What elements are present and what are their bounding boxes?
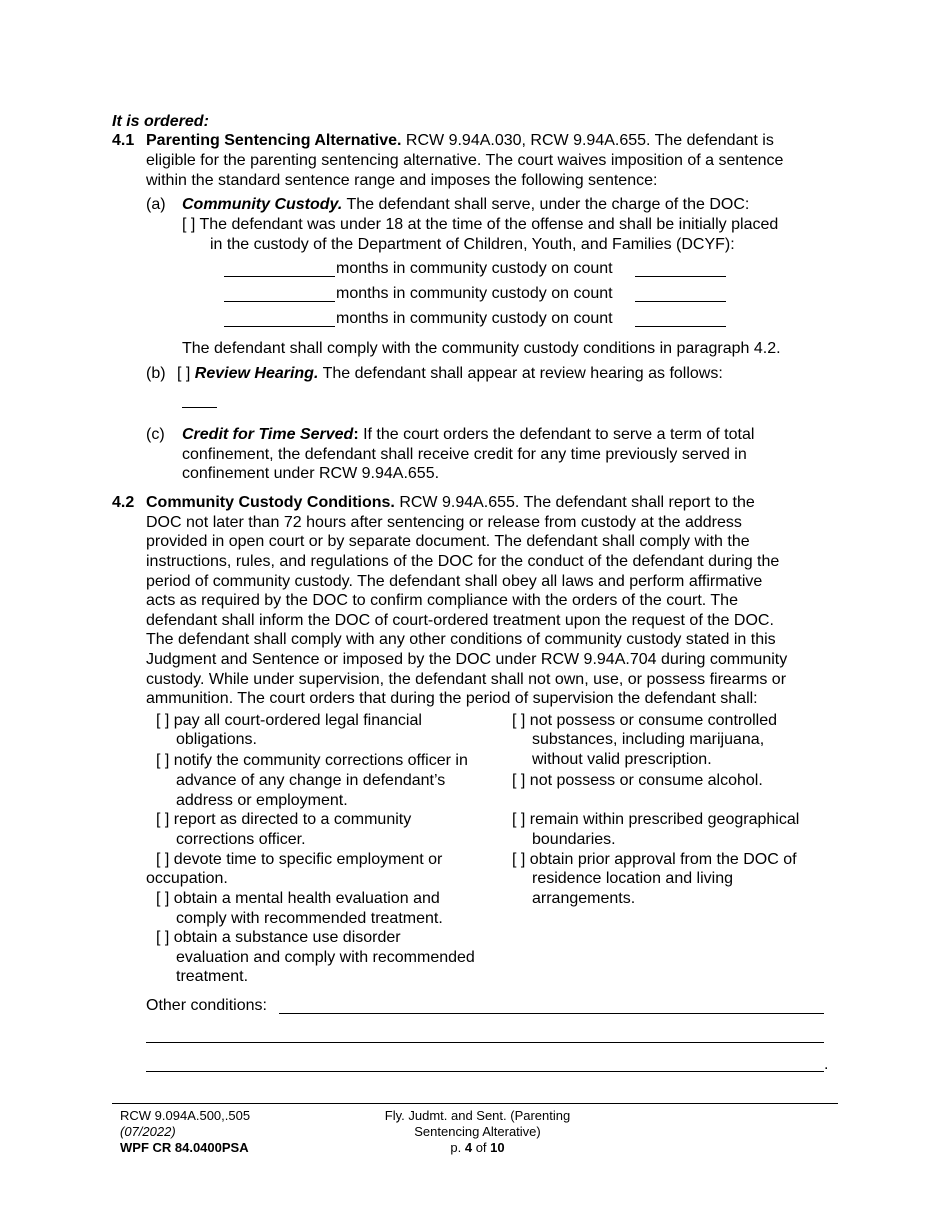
condition-checkbox[interactable]: [ ] [156, 712, 170, 729]
condition-text: comply with recommended treatment. [176, 910, 443, 927]
section-4-2-line-2: DOC not later than 72 hours after sentencing or release from custody at the address [146, 514, 742, 531]
condition-text: occupation. [146, 870, 228, 887]
section-4-1-line-3: within the standard sentence range and imposes the following sentence: [146, 172, 658, 189]
condition-text: arrangements. [532, 890, 636, 907]
condition-controlled-substances: [ ] not possess or consume controlled [512, 712, 778, 729]
dcyf-checkbox[interactable]: [ ] [182, 216, 196, 233]
condition-residence-approval: [ ] obtain prior approval from the DOC of [512, 851, 797, 868]
condition-text: evaluation and comply with recommended [176, 949, 475, 966]
count-blank-2[interactable] [635, 301, 726, 302]
condition-checkbox[interactable]: [ ] [156, 752, 170, 769]
condition-checkbox[interactable]: [ ] [156, 890, 170, 907]
condition-report-officer: [ ] report as directed to a community [156, 811, 412, 828]
months-blank-2[interactable] [224, 301, 335, 302]
item-c-line-1: Credit for Time Served: If the court orders the defendant to serve a term of total [182, 426, 755, 443]
condition-substance-use: [ ] obtain a substance use disorder [156, 929, 401, 946]
condition-checkbox[interactable]: [ ] [512, 712, 526, 729]
review-hearing-blank[interactable] [182, 407, 217, 408]
condition-checkbox[interactable]: [ ] [512, 772, 526, 789]
footer-rcw: RCW 9.094A.500,.505 [120, 1108, 251, 1123]
item-b-line: [ ] Review Hearing. The defendant shall appear at review hearing as follows: [177, 365, 723, 382]
condition-legal-financial: [ ] pay all court-ordered legal financial [156, 712, 422, 729]
condition-text: residence location and living [532, 870, 734, 887]
condition-geographical: [ ] remain within prescribed geographical [512, 811, 800, 828]
section-4-2-number: 4.2 [112, 494, 135, 511]
condition-text: advance of any change in defendant’s [176, 772, 446, 789]
condition-text: substances, including marijuana, [532, 731, 765, 748]
condition-text: corrections officer. [176, 831, 306, 848]
item-a-label: (a) [146, 196, 166, 213]
dcyf-line-2: in the custody of the Department of Children, Youth, and Families (DCYF): [210, 236, 735, 253]
section-4-2-line-6: acts as required by the DOC to confirm compliance with the orders of the court. The [146, 592, 738, 609]
section-4-2-line-7: defendant shall inform the DOC of court-ordered treatment upon the request of the DOC. [146, 612, 774, 629]
section-4-2-line-8: The defendant shall comply with any other conditions of community custody stated in this [146, 631, 776, 648]
other-conditions-line-1[interactable] [279, 1013, 824, 1014]
credit-time-served-title: Credit for Time Served [182, 426, 354, 443]
condition-checkbox[interactable]: [ ] [156, 811, 170, 828]
other-conditions-label: Other conditions: [146, 997, 267, 1014]
footer-title-1: Fly. Judmt. and Sent. (Parenting [384, 1108, 571, 1123]
item-c-line-3: confinement under RCW 9.94A.655. [182, 465, 440, 482]
condition-checkbox[interactable]: [ ] [156, 851, 170, 868]
section-4-2-line-9: Judgment and Sentence or imposed by the DOC under RCW 9.94A.704 during community [146, 651, 788, 668]
item-c-line-2: confinement, the defendant shall receive credit for any time previously served in [182, 446, 747, 463]
footer-date: (07/2022) [120, 1124, 176, 1139]
footer-page-number: p. 4 of 10 [450, 1140, 505, 1155]
count-blank-3[interactable] [635, 326, 726, 327]
section-4-1-line-1: Parenting Sentencing Alternative. RCW 9.94A.030, RCW 9.94A.655. The defendant is [146, 132, 774, 149]
section-4-1-line-2: eligible for the parenting sentencing alternative. The court waives imposition of a sentence [146, 152, 784, 169]
dcyf-checkbox-line: [ ] The defendant was under 18 at the time of the offense and shall be initially placed [182, 216, 779, 233]
section-4-1-number: 4.1 [112, 132, 135, 149]
condition-checkbox[interactable]: [ ] [156, 929, 170, 946]
review-hearing-title: Review Hearing. [194, 365, 319, 382]
section-4-2-line-4: instructions, rules, and regulations of the DOC for the conduct of the defendant during the [146, 553, 780, 570]
section-4-2-title: Community Custody Conditions. [146, 494, 395, 511]
condition-text: address or employment. [176, 792, 348, 809]
community-custody-title: Community Custody. [182, 196, 343, 213]
ordered-heading: It is ordered: [112, 113, 209, 130]
condition-checkbox[interactable]: [ ] [512, 851, 526, 868]
other-conditions-line-3[interactable] [146, 1071, 824, 1072]
condition-text: without valid prescription. [532, 751, 712, 768]
section-4-2-line-10: custody. While under supervision, the defendant shall not own, use, or possess firearms or [146, 671, 787, 688]
count-blank-1[interactable] [635, 276, 726, 277]
condition-alcohol: [ ] not possess or consume alcohol. [512, 772, 763, 789]
footer-divider [112, 1103, 838, 1104]
other-conditions-period: . [824, 1056, 829, 1073]
footer-title-2: Sentencing Alterative) [414, 1124, 541, 1139]
months-blank-1[interactable] [224, 276, 335, 277]
months-blank-3[interactable] [224, 326, 335, 327]
item-a-line: Community Custody. The defendant shall serve, under the charge of the DOC: [182, 196, 750, 213]
custody-row-2-label: months in community custody on count [336, 285, 613, 302]
custody-row-3-label: months in community custody on count [336, 310, 613, 327]
condition-mental-health: [ ] obtain a mental health evaluation and [156, 890, 440, 907]
condition-text: obligations. [176, 731, 257, 748]
section-4-2-line-5: period of community custody. The defendant shall obey all laws and perform affirmative [146, 573, 763, 590]
other-conditions-line-2[interactable] [146, 1042, 824, 1043]
item-c-label: (c) [146, 426, 165, 443]
comply-line: The defendant shall comply with the community custody conditions in paragraph 4.2. [182, 340, 781, 357]
condition-text: boundaries. [532, 831, 616, 848]
section-4-1-title: Parenting Sentencing Alternative. [146, 132, 402, 149]
condition-checkbox[interactable]: [ ] [512, 811, 526, 828]
review-hearing-checkbox[interactable]: [ ] [177, 365, 191, 382]
section-4-2-line-3: provided in open court or by separate document. The defendant shall comply with the [146, 533, 750, 550]
condition-text: treatment. [176, 968, 249, 985]
section-4-2-line-1: Community Custody Conditions. RCW 9.94A.655. The defendant shall report to the [146, 494, 755, 511]
item-b-label: (b) [146, 365, 166, 382]
condition-notify-officer: [ ] notify the community corrections officer in [156, 752, 468, 769]
section-4-2-line-11: ammunition. The court orders that during the period of supervision the defendant shall: [146, 690, 758, 707]
footer-form-number: WPF CR 84.0400PSA [120, 1140, 249, 1155]
custody-row-1-label: months in community custody on count [336, 260, 613, 277]
condition-employment: [ ] devote time to specific employment or [156, 851, 443, 868]
